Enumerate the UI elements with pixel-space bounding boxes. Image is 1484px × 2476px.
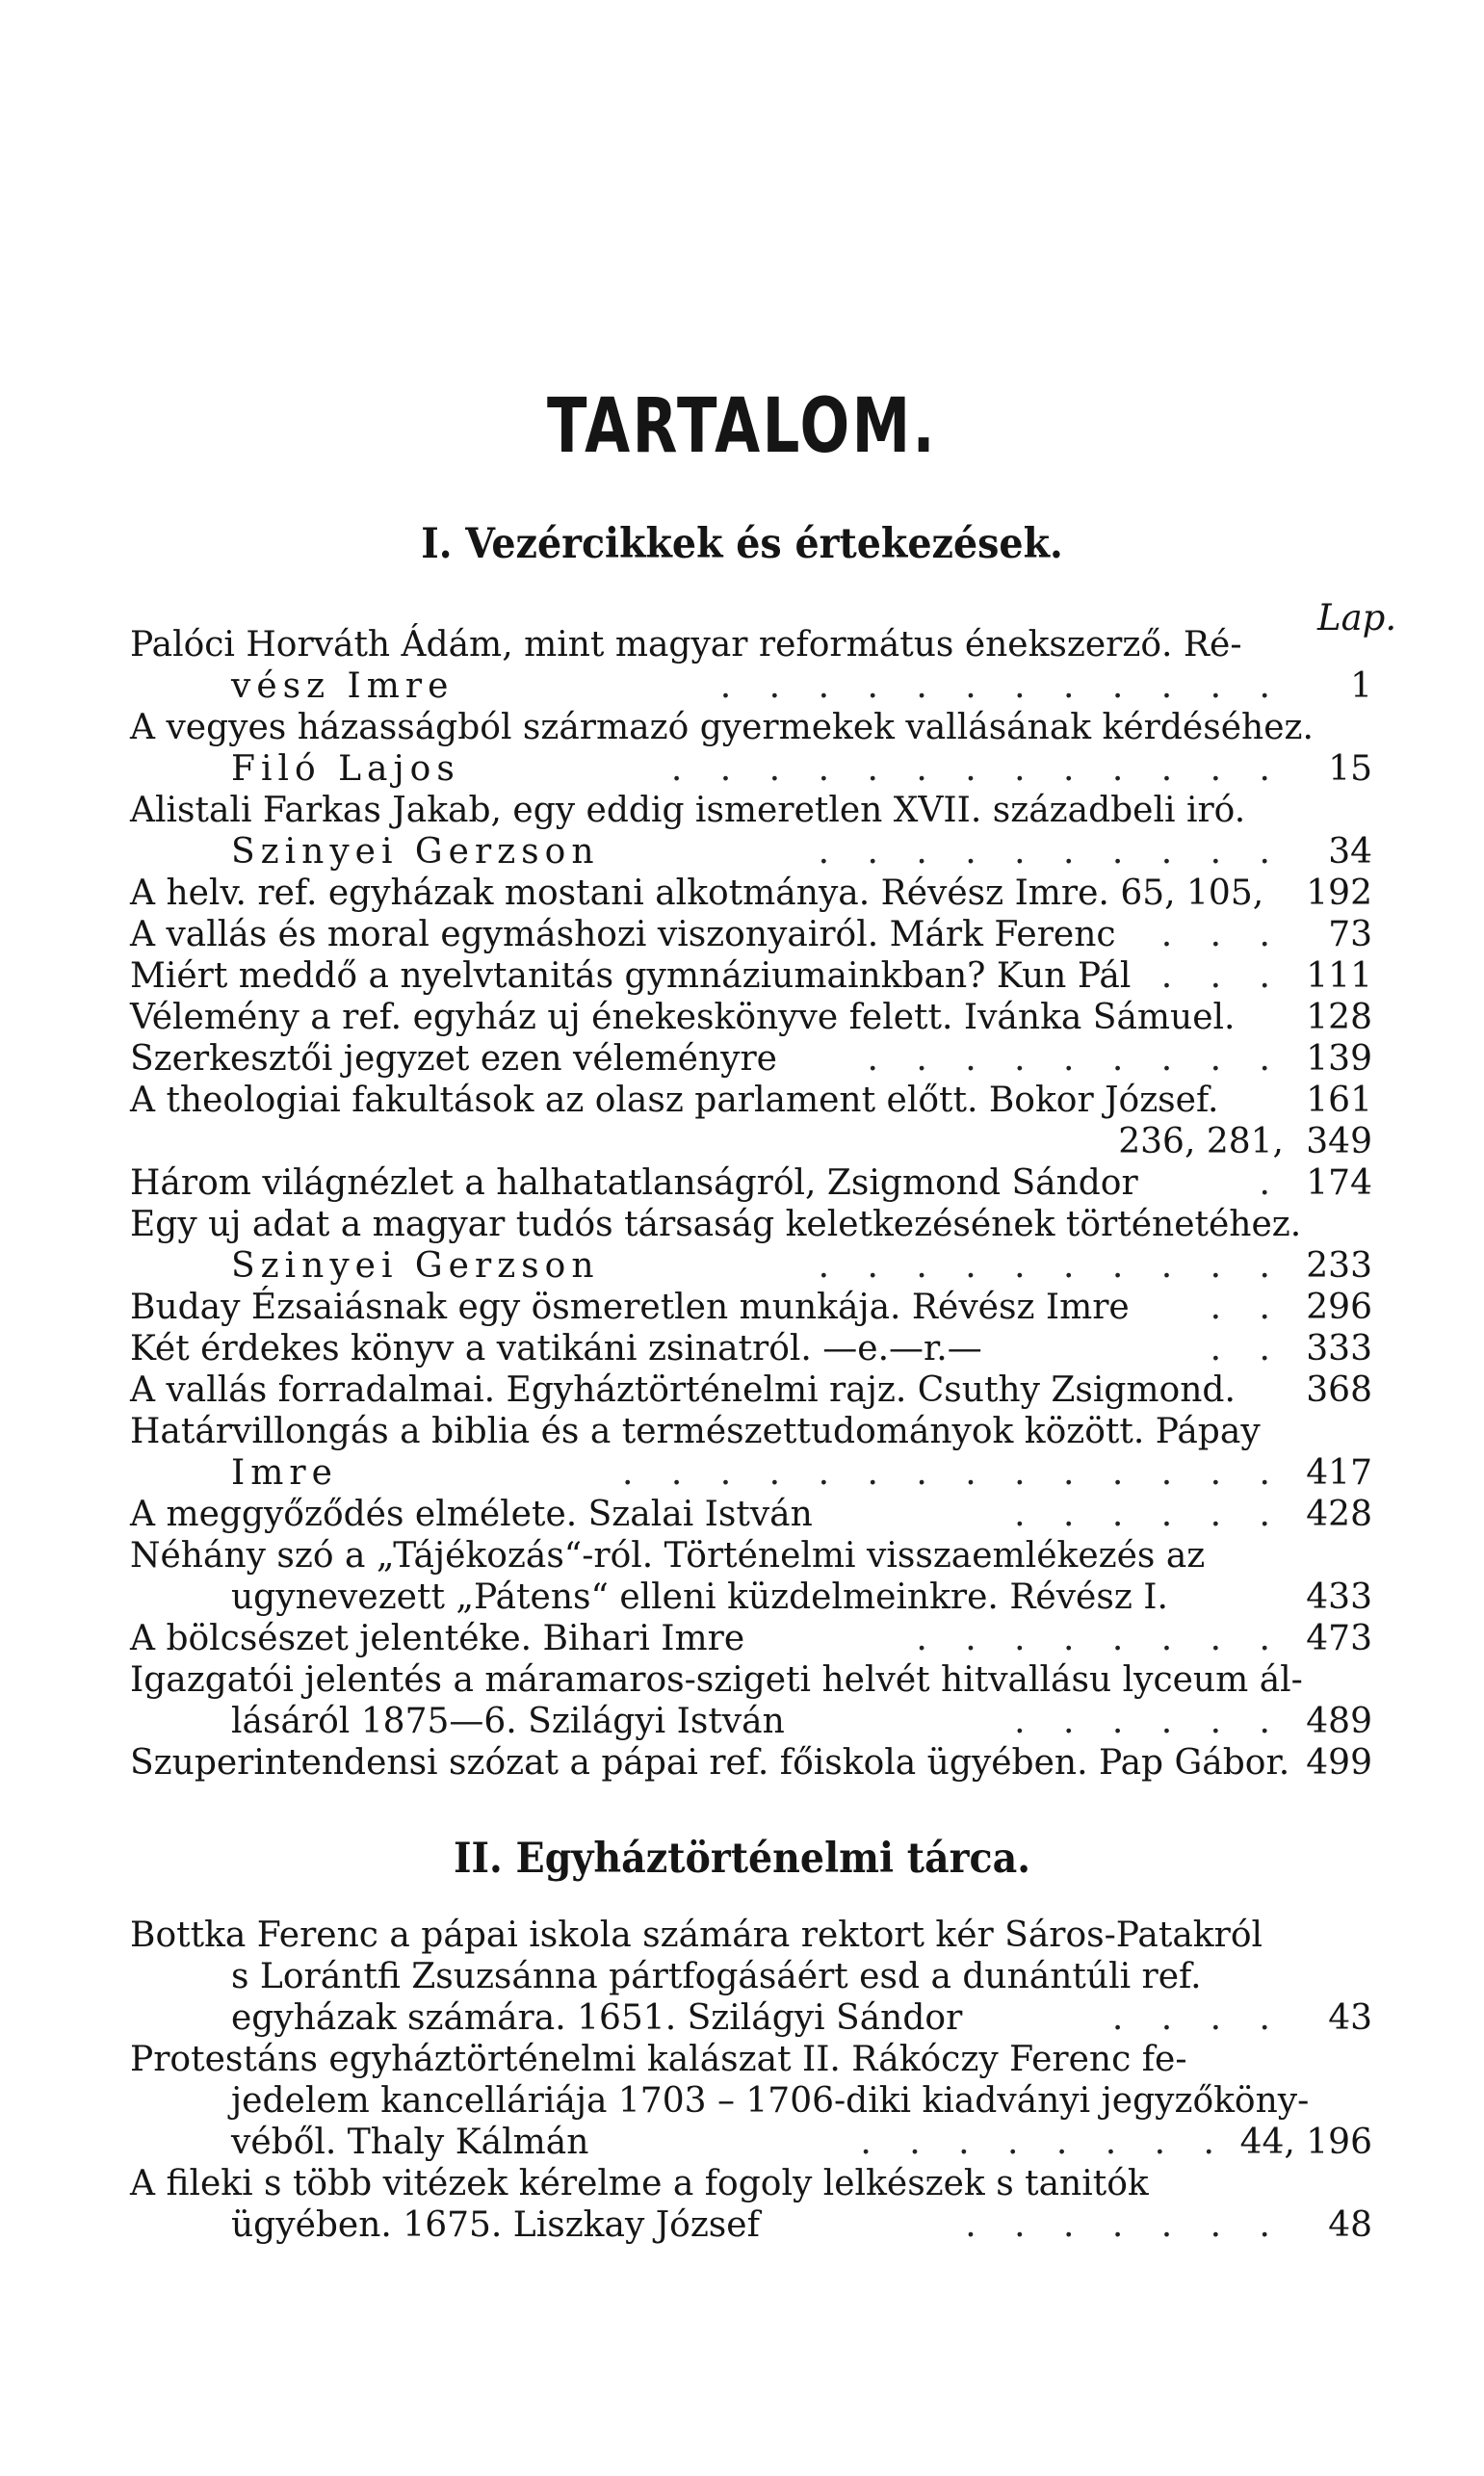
toc-line: Vélemény a ref. egyház uj énekeskönyve felett. Ivánka Sámuel. 128 <box>130 998 1372 1037</box>
toc-line: Alistali Farkas Jakab, egy eddig ismeretlen XVII. századbeli iró. <box>130 791 1246 830</box>
leader-dots: . . . <box>1160 915 1284 954</box>
page-number: 417 <box>1306 1453 1372 1493</box>
page-number: 368 <box>1306 1370 1372 1410</box>
toc-line: Három világnézlet a halhatatlanságról, Zsigmond Sándor . 174 <box>130 1163 1372 1203</box>
leader-dots: . . . . . . . . . . <box>818 1246 1284 1286</box>
toc-line: A vallás és moral egymáshozi viszonyairól. Márk Ferenc . . . 73 <box>130 915 1372 954</box>
toc-line: Szinyei Gerzson . . . . . . . . . . 233 <box>231 1246 1372 1286</box>
page-number: 489 <box>1306 1702 1372 1741</box>
toc-line: Szerkesztői jegyzet ezen véleményre . . . . . . . . . 139 <box>130 1039 1372 1079</box>
leader-dots: . . <box>1210 1288 1284 1327</box>
page-number: 161 <box>1306 1081 1372 1120</box>
toc-line: A bölcsészet jelentéke. Bihari Imre . . . . . . . . 473 <box>130 1619 1372 1658</box>
leader-dots: . . . . . . <box>1014 1495 1284 1534</box>
page-column-label: Lap. <box>1317 597 1397 639</box>
toc-line: Palóci Horváth Ádám, mint magyar református énekszerző. Ré- <box>130 625 1242 665</box>
page-number: 111 <box>1306 956 1372 996</box>
leader-dots: . . . . . . . . . . . . . . <box>622 1453 1284 1493</box>
toc-line: A meggyőződés elmélete. Szalai István . . . . . . 428 <box>130 1495 1372 1534</box>
toc-line: s Lorántfi Zsuzsánna pártfogásáért esd a dunántúli ref. <box>231 1957 1202 1996</box>
page-number: 48 <box>1328 2205 1372 2245</box>
page-number: 73 <box>1328 915 1372 954</box>
leader-dots: . . . . . . . . . . . . <box>719 666 1284 706</box>
page-number: 349 <box>1306 1122 1372 1161</box>
leader-dots: . . . <box>1160 956 1284 996</box>
page-number: 433 <box>1306 1577 1372 1617</box>
toc-line: Protestáns egyháztörténelmi kalászat II. Rákóczy Ferenc fe- <box>130 2040 1187 2079</box>
page-number: 174 <box>1306 1163 1372 1203</box>
page-number: 499 <box>1306 1743 1372 1783</box>
toc-line: Szuperintendensi szózat a pápai ref. főiskola ügyében. Pap Gábor. 499 <box>130 1743 1372 1783</box>
toc-line: ügyében. 1675. Liszkay József . . . . . . . 48 <box>231 2205 1372 2245</box>
section-heading-1: I. Vezércikkek és értekezések. <box>421 520 1063 568</box>
toc-line: Határvillongás a biblia és a természettudományok között. Pápay <box>130 1412 1261 1451</box>
toc-line: ugynevezett „Pátens“ elleni küzdelmeinkre. Révész I. 433 <box>231 1577 1372 1617</box>
page-number: 15 <box>1328 749 1372 789</box>
leader-dots: . . . . . . <box>1014 1702 1284 1741</box>
toc-line: A theologiai fakultások az olasz parlament előtt. Bokor József. 161 <box>130 1081 1372 1120</box>
page-number: 333 <box>1306 1329 1372 1368</box>
toc-line: 236, 281, 349 <box>1118 1122 1372 1161</box>
toc-line: egyházak számára. 1651. Szilágyi Sándor . . . . 43 <box>231 1998 1372 2038</box>
toc-line: Buday Ézsaiásnak egy ösmeretlen munkája. Révész Imre . . 296 <box>130 1288 1372 1327</box>
toc-line: Bottka Ferenc a pápai iskola számára rektort kér Sáros-Patakról <box>130 1916 1263 1955</box>
toc-line: jedelem kancelláriája 1703 – 1706-diki kiadványi jegyzőköny- <box>231 2081 1310 2121</box>
page-number: 473 <box>1306 1619 1372 1658</box>
leader-dots: . . . . <box>1111 1998 1284 2038</box>
page-number: 192 <box>1306 873 1372 913</box>
toc-line: Miért meddő a nyelvtanitás gymnáziumainkban? Kun Pál . . . 111 <box>130 956 1372 996</box>
toc-line: vész Imre . . . . . . . . . . . . 1 <box>231 666 1372 706</box>
page-number: 34 <box>1328 832 1372 872</box>
page-number: 128 <box>1306 998 1372 1037</box>
toc-line: Két érdekes könyv a vatikáni zsinatról. —e.—r.— . . 333 <box>130 1329 1372 1368</box>
toc-line: Igazgatói jelentés a máramaros-szigeti helvét hitvallásu lyceum ál- <box>130 1660 1303 1700</box>
leader-dots: . . <box>1210 1329 1284 1368</box>
page-number: 43 <box>1328 1998 1372 2038</box>
toc-line: Filó Lajos . . . . . . . . . . . . . 15 <box>231 749 1372 789</box>
toc-line: Imre . . . . . . . . . . . . . . 417 <box>231 1453 1372 1493</box>
toc-line: Egy uj adat a magyar tudós társaság keletkezésének történetéhez. <box>130 1205 1302 1244</box>
page-number: 139 <box>1306 1039 1372 1079</box>
leader-dots: . . . . . . . . . . . . . <box>670 749 1284 789</box>
toc-line: A helv. ref. egyházak mostani alkotmánya. Révész Imre. 65, 105, 192 <box>130 873 1372 913</box>
leader-dots: . . . . . . . . . . <box>818 832 1284 872</box>
toc-line: véből. Thaly Kálmán . . . . . . . . 44, 196 <box>231 2123 1372 2162</box>
page-number: 1 <box>1350 666 1372 706</box>
page-number: 296 <box>1306 1288 1372 1327</box>
toc-line: A fileki s több vitézek kérelme a fogoly lelkészek s tanitók <box>130 2164 1149 2203</box>
toc-line: A vegyes házasságból származó gyermekek vallásának kérdéséhez. <box>130 708 1314 747</box>
toc-line: A vallás forradalmai. Egyháztörténelmi rajz. Csuthy Zsigmond. 368 <box>130 1370 1372 1410</box>
page-number: 233 <box>1306 1246 1372 1286</box>
toc-line: Szinyei Gerzson . . . . . . . . . . 34 <box>231 832 1372 872</box>
leader-dots: . . . . . . . <box>965 2205 1284 2245</box>
leader-dots: . . . . . . . . <box>916 1619 1284 1658</box>
section-heading-2: II. Egyháztörténelmi tárca. <box>453 1835 1031 1883</box>
toc-line: lásáról 1875—6. Szilágyi István . . . . . . 489 <box>231 1702 1372 1741</box>
page-number: 428 <box>1306 1495 1372 1534</box>
page-title: TARTALOM. <box>547 383 937 470</box>
toc-line: Néhány szó a „Tájékozás“-ról. Történelmi visszaemlékezés az <box>130 1536 1206 1576</box>
leader-dots: . <box>1259 1163 1284 1203</box>
leader-dots: . . . . . . . . <box>860 2123 1228 2162</box>
leader-dots: . . . . . . . . . <box>867 1039 1284 1079</box>
page-number: 44, 196 <box>1239 2123 1372 2162</box>
